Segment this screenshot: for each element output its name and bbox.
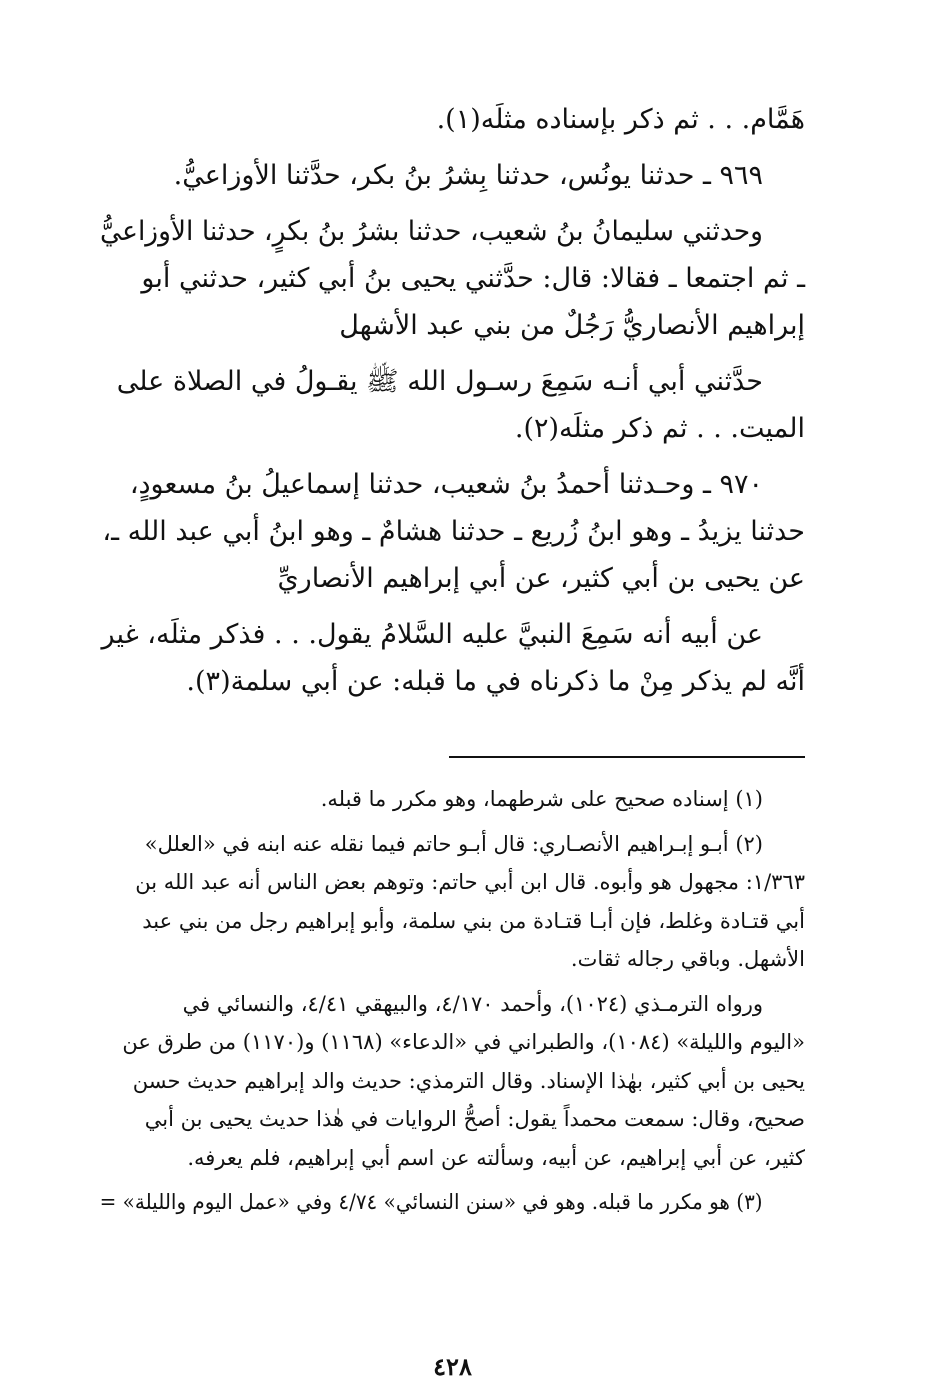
book-page [100, 96, 805, 1381]
text-line: إبراهيم الأنصاريُّ رَجُلٌ من بني عبد الأشهل [339, 310, 805, 341]
paragraph-chain-969 [100, 208, 805, 349]
footnote-1 [100, 780, 805, 819]
page-number: ٤٢٨ [433, 1352, 472, 1381]
footnote-line: يحيى بن أبي كثير، بهٰذا الإسناد. وقال الترمذي: حديث والد إبراهيم حديث حسن [132, 1068, 805, 1093]
text-line: عن يحيى بن أبي كثير، عن أبي إبراهيم الأنصاريِّ [277, 563, 805, 594]
footnote-line: ورواه الترمـذي (١٠٢٤)، وأحمد ٤/١٧٠، والبيهقي ٤/٤١، والنسائي في [182, 991, 763, 1016]
footnote-line: (٣) هو مكرر ما قبله. وهو في «سنن النسائي» ٤/٧٤ وفي «عمل اليوم والليلة» = [100, 1190, 763, 1214]
text-line: عن أبيه أنه سَمِعَ النبيَّ عليه السَّلامُ يقول. . . فذكر مثلَه، غير [101, 619, 763, 650]
footnote-line: (٢) أبـو إبـراهيم الأنصـاري: قال أبـو حاتم فيما نقله عنه ابنه في «العلل» [144, 831, 763, 856]
text-line: حدثنا يزيدُ ـ وهو ابنُ زُريع ـ حدثنا هشامٌ ـ وهو ابنُ أبي عبد الله ـ، [102, 516, 805, 547]
paragraph-matn-970 [100, 611, 805, 705]
footnote-3 [100, 1183, 805, 1222]
text-line: ـ ثم اجتمعا ـ فقالا: قال: حدَّثني يحيى بنُ أبي كثير، حدثني أبو [141, 263, 805, 294]
paragraph-matn-969 [100, 358, 805, 452]
footnote-2-continued [100, 985, 805, 1178]
text-line: حدَّثني أبي أنـه سَمِعَ رسـول الله ﷺ يقـولُ في الصلاة على [116, 366, 763, 397]
footnote-line: ١/٣٦٣: مجهول هو وأبوه. قال ابن أبي حاتم: وتوهم بعض الناس أنه عبد الله بن [135, 870, 805, 894]
main-text [100, 96, 805, 705]
footnote-line: كثير، عن أبي إبراهيم، عن أبيه، وسألته عن اسم أبي إبراهيم، فلم يعرفه. [187, 1145, 805, 1170]
text-line: ٩٦٩ ـ حدثنا يونُس، حدثنا بِشرُ بنُ بكر، حدَّثنا الأوزاعيُّ. [173, 160, 763, 191]
text-line: وحدثني سليمانُ بنُ شعيب، حدثنا بشرُ بنُ بكرٍ، حدثنا الأوزاعيُّ [100, 216, 763, 247]
footnote-2 [100, 825, 805, 979]
footnote-line: (١) إسناده صحيح على شرطهما، وهو مكرر ما قبله. [320, 787, 763, 811]
paragraph-hadith-970 [100, 461, 805, 602]
footnote-line: الأشهل. وباقي رجاله ثقات. [570, 947, 805, 971]
text-line: هَمَّام. . . ثم ذكر بإسناده مثلَه(١). [436, 104, 805, 135]
footnote-line: «اليوم والليلة» (١٠٨٤)، والطبراني في «الدعاء» (١١٦٨) و(١١٧٠) من طرق عن [122, 1030, 805, 1054]
footnote-separator [449, 756, 805, 758]
paragraph-hadith-969 [100, 152, 805, 199]
text-line: أنَّه لم يذكر مِنْ ما ذكرناه في ما قبله: عن أبي سلمة(٣). [186, 666, 805, 697]
paragraph-continuation [100, 96, 805, 143]
footnote-line: صحيح، وقال: سمعت محمداً يقول: أصحُّ الروايات في هٰذا حديث يحيى بن أبي [144, 1107, 805, 1131]
text-line: ٩٧٠ ـ وحـدثنا أحمدُ بنُ شعيب، حدثنا إسماعيلُ بنُ مسعودٍ، [129, 469, 763, 500]
text-line: الميت. . . ثم ذكر مثلَه(٢). [514, 413, 805, 444]
footnote-line: أبي قتـادة وغلط، فإن أبـا قتـادة من بني سلمة، وأبو إبراهيم رجل من بني عبد [142, 908, 805, 933]
footnotes [100, 780, 805, 1228]
